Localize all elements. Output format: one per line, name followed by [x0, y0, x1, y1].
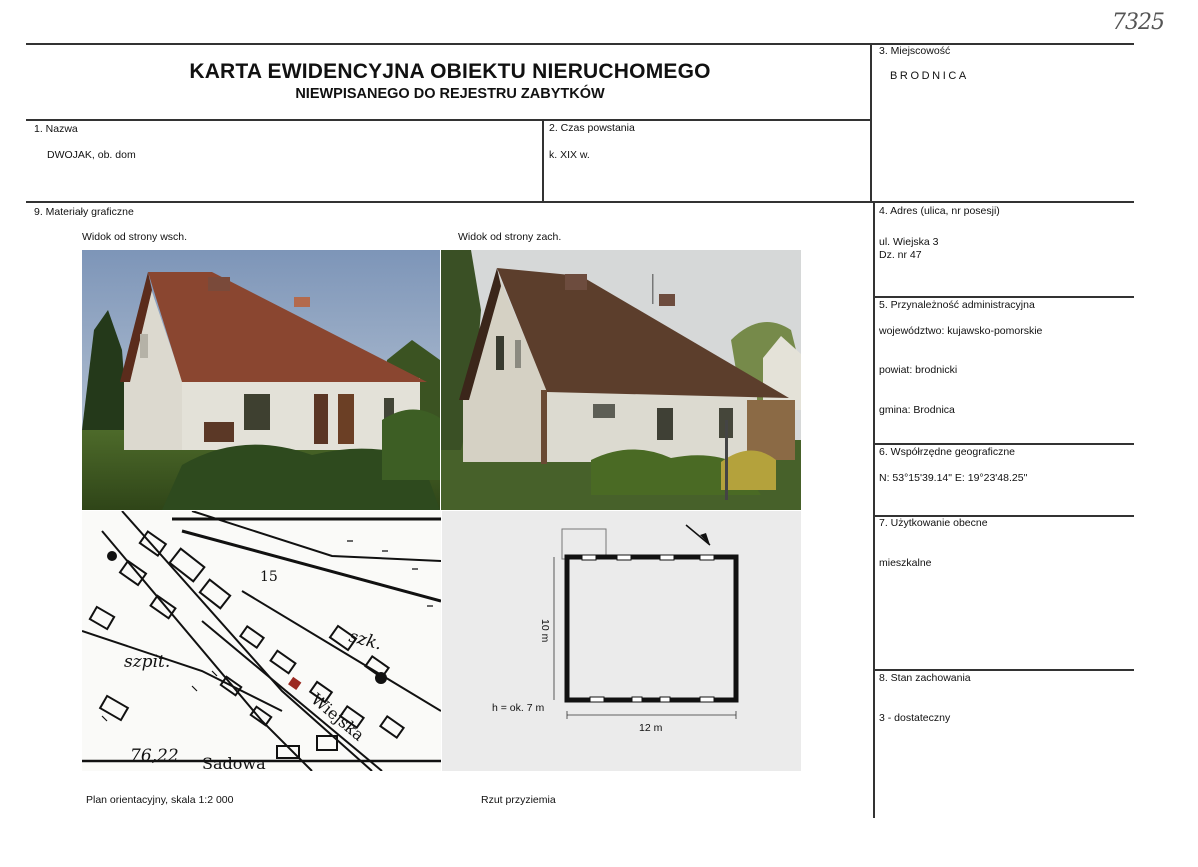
plan-caption: Rzut przyziemia	[481, 794, 556, 806]
address-plot: Dz. nr 47	[879, 249, 922, 261]
right-column-divider	[870, 43, 872, 203]
plan-depth-label: 10 m	[539, 619, 551, 643]
coords-label: 6. Współrzędne geograficzne	[879, 446, 1015, 458]
name-label: 1. Nazwa	[34, 123, 78, 135]
photo-east-view	[82, 250, 440, 510]
map-caption: Plan orientacyjny, skala 1:2 000	[86, 794, 234, 806]
name-period-divider	[542, 119, 544, 201]
map-label-hospital: szpit.	[124, 652, 171, 672]
card-title: KARTA EWIDENCYJNA OBIEKTU NIERUCHOMEGO	[189, 60, 711, 83]
section-8-top-line	[873, 669, 1134, 671]
period-value: k. XIX w.	[549, 149, 590, 161]
section-5-top-line	[873, 296, 1134, 298]
plan-width-label: 12 m	[639, 722, 663, 734]
photo-east-caption: Widok od strony wsch.	[82, 231, 188, 243]
locality-label: 3. Miejscowość	[879, 45, 951, 57]
name-value: DWOJAK, ob. dom	[47, 149, 136, 161]
period-label: 2. Czas powstania	[549, 122, 635, 134]
section-6-top-line	[873, 443, 1134, 445]
address-label: 4. Adres (ulica, nr posesji)	[879, 205, 1000, 217]
coords-value: N: 53°15'39.14" E: 19°23'48.25"	[879, 472, 1028, 484]
admin-label: 5. Przynależność administracyjna	[879, 299, 1035, 311]
photo-west-caption: Widok od strony zach.	[458, 231, 562, 243]
use-label: 7. Użytkowanie obecne	[879, 517, 988, 529]
admin-commune: gmina: Brodnica	[879, 404, 955, 416]
title-bottom-line	[26, 119, 871, 121]
top-border	[26, 43, 1134, 45]
map-label-elevation: 76,22	[130, 746, 179, 766]
card-number: 7325	[1112, 10, 1164, 35]
plan-height-label: h = ok. 7 m	[492, 702, 545, 714]
card-subtitle: NIEWPISANEGO DO REJESTRU ZABYTKÓW	[295, 86, 605, 102]
admin-voivodeship: województwo: kujawsko-pomorskie	[879, 325, 1043, 337]
graphics-label: 9. Materiały graficzne	[34, 206, 134, 218]
condition-value: 3 - dostateczny	[879, 712, 951, 724]
admin-county: powiat: brodnicki	[879, 364, 958, 376]
ground-floor-plan	[442, 511, 801, 771]
photo-west-view	[441, 250, 801, 510]
section-9-top-line	[26, 201, 1134, 203]
map-label-school: szk.	[346, 626, 385, 655]
address-street: ul. Wiejska 3	[879, 236, 939, 248]
map-label-street-wiejska: Wiejska	[307, 689, 369, 745]
locality-value: BRODNICA	[890, 70, 969, 82]
map-label-number: 15	[260, 569, 278, 585]
use-value: mieszkalne	[879, 557, 932, 569]
condition-label: 8. Stan zachowania	[879, 672, 971, 684]
location-map	[82, 511, 441, 771]
map-label-street-sadowa: Sadowa	[202, 754, 266, 771]
